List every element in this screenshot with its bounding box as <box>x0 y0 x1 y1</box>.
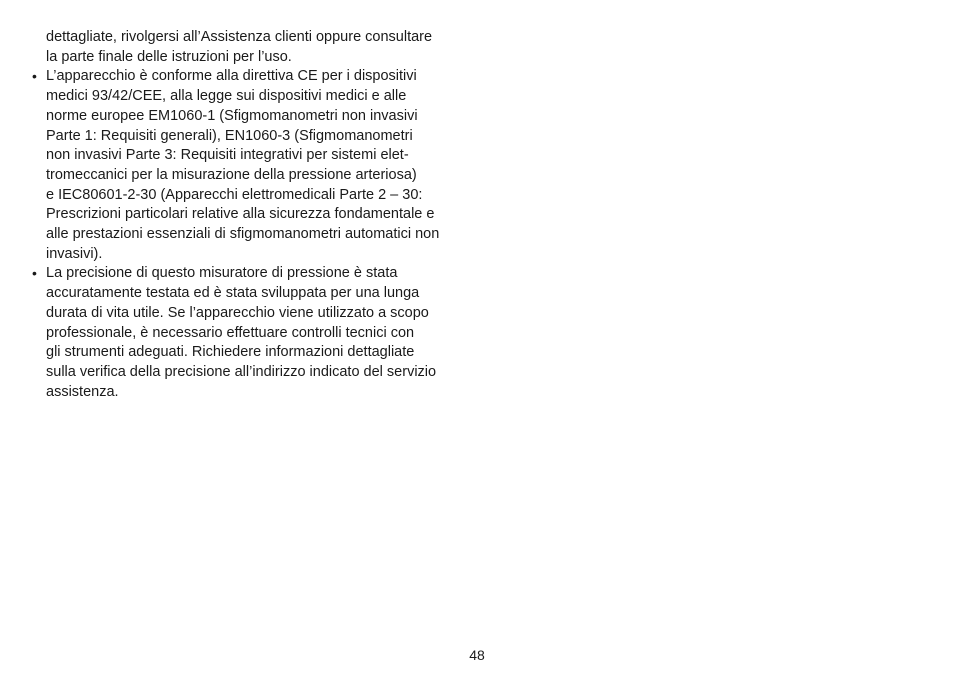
text-line: la parte finale delle istruzioni per l’uso. <box>46 48 292 65</box>
text-line: accuratamente testata ed è stata sviluppata per una lunga <box>46 285 420 302</box>
text-line: Prescrizioni particolari relative alla sicurezza fondamentale e <box>46 206 435 223</box>
text-line: norme europee EM1060-1 (Sfigmomanometri non invasivi <box>46 107 418 124</box>
text-line: durata di vita utile. Se l’apparecchio viene utilizzato a scopo <box>46 304 429 321</box>
text-line: alle prestazioni essenziali di sfigmomanometri automatici non <box>46 226 440 243</box>
text-line: La precisione di questo misuratore di pressione è stata <box>46 265 398 282</box>
bullet-item-ce-conformity <box>33 67 473 264</box>
text-line: invasivi). <box>46 245 103 262</box>
text-line: assistenza. <box>46 383 119 400</box>
bullet-icon: • <box>32 265 37 282</box>
document-text-column <box>33 28 473 402</box>
text-line: Parte 1: Requisiti generali), EN1060-3 (Sfigmomanometri <box>46 127 413 144</box>
text-line: e IEC80601-2-30 (Apparecchi elettromedicali Parte 2 – 30: <box>46 186 423 203</box>
text-line: sulla verifica della precisione all’indirizzo indicato del servizio <box>46 363 437 380</box>
paragraph-continuation <box>33 28 473 67</box>
text-line: gli strumenti adeguati. Richiedere informazioni dettagliate <box>46 344 415 361</box>
page-number: 48 <box>469 647 485 663</box>
text-line: medici 93/42/CEE, alla legge sui dispositivi medici e alle <box>46 88 407 105</box>
text-line: tromeccanici per la misurazione della pressione arteriosa) <box>46 166 417 183</box>
text-line: dettagliate, rivolgersi all’Assistenza clienti oppure consultare <box>46 29 433 45</box>
bullet-icon: • <box>32 68 37 85</box>
bullet-item-precision <box>33 264 473 402</box>
text-line: non invasivi Parte 3: Requisiti integrativi per sistemi elet- <box>46 147 409 164</box>
text-line: L’apparecchio è conforme alla direttiva CE per i dispositivi <box>46 68 417 85</box>
text-line: professionale, è necessario effettuare controlli tecnici con <box>46 324 415 341</box>
